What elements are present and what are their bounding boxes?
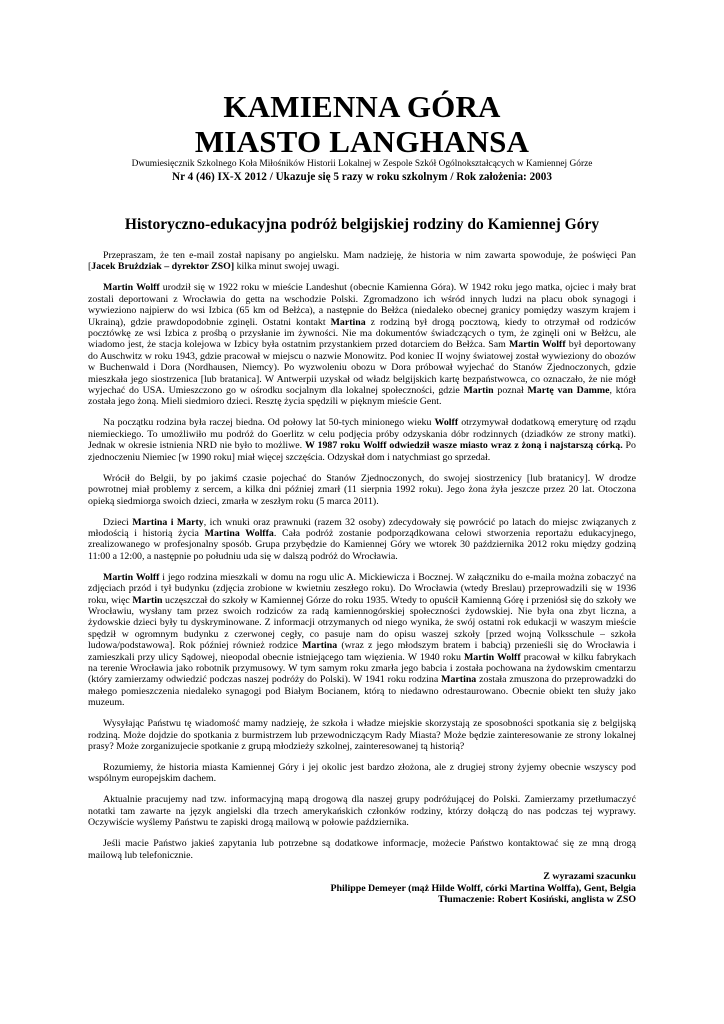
signature-translator: Tłumaczenie: Robert Kosiński, anglista w ZSO (437, 894, 636, 906)
paragraph-text: z rodziną był drogą pocztową, kiedy to otrzymał od rodziców pocztówkę ze wsi Izbica z prośbą o przysłanie im żywności. Nie ma dokumentów świadczących o tym, że zginęli oni w Bełżcu, ale wiadomo jest, że stacja kolejowa w Izbicy była ostatnim przystankiem przed dotarciem do Bełżca. Sam (88, 316, 636, 351)
paragraph-bold-text: Martina (441, 674, 477, 686)
paragraph-text: kilka minut swojej uwagi. (234, 261, 340, 273)
article-headline: Historyczno-edukacyjna podróż belgijskiej rodziny do Kamiennej Góry (124, 216, 600, 233)
article-paragraph (88, 718, 636, 752)
paragraph-bold-text: Martin (463, 385, 494, 397)
paragraph-text: urodził się w 1922 roku w mieście Landeshut (obecnie Kamienna Góra). W 1942 roku jego matka, ojciec i mały brat zostali deportowani z Wrocławia do getta na wschodzie Polski. Zgromadzono ich wśród innych ludzi na placu obok synagogi i wywieziono najpierw do wsi Izbica (65 km od Bełżca), a następnie do Bełżca (niedaleko obecnej granicy pomiędzy waszym krajem i Ukrainą), gdzie prawdopodobnie zginęli. Ostatni kontakt (88, 282, 637, 328)
signature-author: Philippe Demeyer (mąż Hilde Wolff, córki Martina Wolffa), Gent, Belgia (330, 882, 636, 894)
paragraph-bold-text: Martin Wolff (103, 571, 160, 583)
paragraph-text: Rozumiemy, że historia miasta Kamiennej Góry i jej okolic jest bardzo złożona, ale z drugiej strony żyjemy obecnie wszyscy pod wspólnym europejskim dachem. (88, 762, 636, 785)
paragraph-bold-text: W 1987 roku Wolff odwiedził wasze miasto wraz z żoną i najstarszą córką. (304, 440, 623, 452)
signature-closing: Z wyrazami szacunku (543, 871, 636, 883)
signature-block (88, 871, 636, 906)
paragraph-bold-text: Martina i Marty (132, 516, 204, 528)
paragraph-text: Aktualnie pracujemy nad tzw. informacyjną mapą drogową dla naszej grupy podróżującej do Polski. Zamierzamy przetłumaczyć notatki tam zawarte na język angielski dla trzech amerykańskich członków rodziny, którzy dołączą do nas podczas tej wyprawy. Oczywiście wyślemy Państwu te zapiski drogą mailową w połowie października. (88, 794, 636, 829)
masthead (88, 90, 636, 184)
paragraph-bold-text: Martina Wolffa (204, 527, 274, 539)
paragraph-bold-text: Jacek Brużdziak – dyrektor ZSO] (91, 261, 235, 273)
paragraph-text: poznał (493, 385, 528, 397)
paragraph-text: , ich wnuki oraz prawnuki (razem 32 osoby) zdecydowały się powrócić po latach do miejsc związanych z młodością i historią życia (88, 516, 636, 539)
article-paragraph (88, 572, 636, 709)
issue-line: Nr 4 (46) IX-X 2012 / Ukazuje się 5 razy w roku szkolnym / Rok założenia: 2003 (172, 171, 552, 183)
paragraph-text: był deportowany do Auschwitz w roku 1943, gdzie pracował w miejscu o nazwie Monowitz. Pod koniec II wojny światowej został wywieziony do obozów w Buchenwald i Dora (Nordhausen, Niemcy). Po wyzwoleniu obozu w Dora próbował wyjechać do Stanów Zjednoczonych, gdzie mieszkała jego siostrzenica [lub bratanica]. W Antwerpii uzyskał od władz belgijskich kartę bezpaństwowca, co oznaczało, że nie mógł wyjechać do USA. Umieszczono go w ośrodku socjalnym dla lokalnej społeczności, gdzie (88, 339, 636, 397)
paragraph-text: . Cała podróż zostanie podporządkowana celowi stworzenia reportażu edukacyjnego, zrealizowanego w profesjonalny sposób. Grupa przybędzie do Kamiennej Góry we wtorek 30 października 2012 roku między godziną 11:00 a 12:00, a następnie po południu uda się w dalszą podróż do Wrocławia. (88, 527, 636, 562)
paragraph-text: Dzieci (103, 516, 133, 528)
paragraph-text: i jego rodzina mieszkali w domu na rogu ulic A. Mickiewicza i Bocznej. W załączniku do e-maila można zobaczyć na zdjęciach przód i tył budynku (zdjęcia zrobione w kwietniu zeszłego roku). Do Wrocławia (wtedy Breslau) przeprowadzili się w 1936 roku, więc (88, 571, 636, 606)
paragraph-bold-text: Martin Wolff (103, 282, 160, 294)
paragraph-text: uczęszczał do szkoły w Kamiennej Górze do roku 1935. Wtedy to opuścił Kamienną Górę i przeniósł się do szkoły we Wrocławiu, wysłany tam przez swoich rodziców za radą kamiennogórskiej społeczności żydowskiej. Nie była ona zbyt liczna, a żydowskie dzieci były tu dyskryminowane. Z informacji otrzymanych od niego wynika, że swój ostatni rok edukacji w waszym mieście spędził w ogromnym budynku z czerwonej cegły, co pasuje nam do opisu waszej szkoły [przed wojną Volksschule – szkoła ludowa/podstawowa]. Rok później również rodzice (88, 594, 636, 652)
paragraph-bold-text: Martina (302, 640, 338, 652)
paragraph-bold-text: Martina (330, 316, 366, 328)
paragraph-text: , która została jego żoną. Mieli siedmioro dzieci. Resztę życia spędzili w pięknym mieście Gent. (88, 385, 636, 408)
paragraph-text: Wrócił do Belgii, by po jakimś czasie pojechać do Stanów Zjednoczonych, do swojej siostrzenicy [lub bratanicy]. W drodze powrotnej miał problemy z sercem, a kilka dni później zmarł (11 sierpnia 1992 roku). Jego żona żyła jeszcze przez 20 lat. Otoczona opieką siedmiorga swoich dzieci, zmarła w zeszłym roku (5 marca 2011). (88, 472, 636, 507)
article-paragraph (88, 794, 636, 828)
paragraph-bold-text: Martin (132, 594, 163, 606)
paragraph-text: została zmuszona do przeprowadzki do małego pomieszczenia niedaleko synagogi pod Białym Bocianem, którą to niedawno odrestaurowano. Obecnie obiekt ten służy jako muzeum. (88, 674, 636, 709)
article-paragraph (88, 517, 636, 563)
paragraph-text: Jeśli macie Państwo jakieś zapytania lub potrzebne są dodatkowe informacje, możecie Państwo kontaktować się ze mną drogą mailową lub telefonicznie. (88, 838, 636, 861)
article-paragraph (88, 250, 636, 273)
masthead-title-line2: MIASTO LANGHANSA (194, 124, 530, 159)
article-paragraph (88, 417, 636, 463)
article-paragraph (88, 282, 636, 407)
paragraph-text: Wysyłając Państwu tę wiadomość mamy nadzieję, że szkoła i władze miejskie skorzystają ze sposobności spotkania się z belgijską rodziną. Może dojdzie do spotkania z burmistrzem lub przewodniczącym Rady Miasta? Może będzie zainteresowanie ze strony lokalnej prasy? Może zorganizujecie spotkanie z grupą młodzieży szkolnej, zainteresowanej tą historią? (88, 718, 636, 752)
paragraph-text: otrzymywał dodatkową emeryturę od rządu niemieckiego. To umożliwiło mu podróż do Goerlitz w celu podjęcia próby odzyskania dóbr rodzinnych (dziadków ze strony matki). Jednak w okresie istnienia NRD nie było to możliwe. (88, 417, 636, 452)
paragraph-bold-text: Martin Wolff (463, 651, 521, 663)
paragraph-text: Przepraszam, że ten e-mail został napisany po angielsku. Mam nadzieję, że historia w nim zawarta spowoduje, że poświęci Pan [ (88, 250, 636, 273)
paragraph-bold-text: Wolff (434, 417, 459, 429)
article-paragraph (88, 838, 636, 861)
paragraph-text: Na początku rodzina była raczej biedna. Od połowy lat 50-tych minionego wieku (103, 417, 435, 429)
article-body (88, 250, 636, 861)
paragraph-text: Po zjednoczeniu Niemiec [w 1990 roku] miał więcej szczęścia. Odzyskał dom i natychmiast go sprzedał. (88, 440, 636, 463)
article-paragraph (88, 473, 636, 507)
paragraph-bold-text: Martin Wolff (508, 339, 566, 351)
paragraph-text: pracował w kilku fabrykach na terenie Wrocławia jako robotnik przymusowy. W tym samym roku zmarła jego babcia i została pochowana na żydowskim cmentarzu (który zamierzamy odwiedzić podczas naszej podróży do Polski). W 1941 roku rodzina (88, 651, 637, 686)
paragraph-bold-text: Martę van Damme (527, 385, 610, 397)
masthead-subtitle: Dwumiesięcznik Szkolnego Koła Miłośników Historii Lokalnej w Zespole Szkół Ogólnokształcących w Kamiennej Górze (131, 159, 593, 169)
article-paragraph (88, 762, 636, 785)
document-page (88, 90, 636, 906)
paragraph-text: (wraz z jego młodszym bratem i babcią) przenieśli się do Wrocławia i zamieszkali przy ulicy Sądowej, nieopodal obecnie istniejącego tam więzienia. W 1940 roku (88, 640, 637, 663)
masthead-title-line1: KAMIENNA GÓRA (223, 89, 501, 124)
